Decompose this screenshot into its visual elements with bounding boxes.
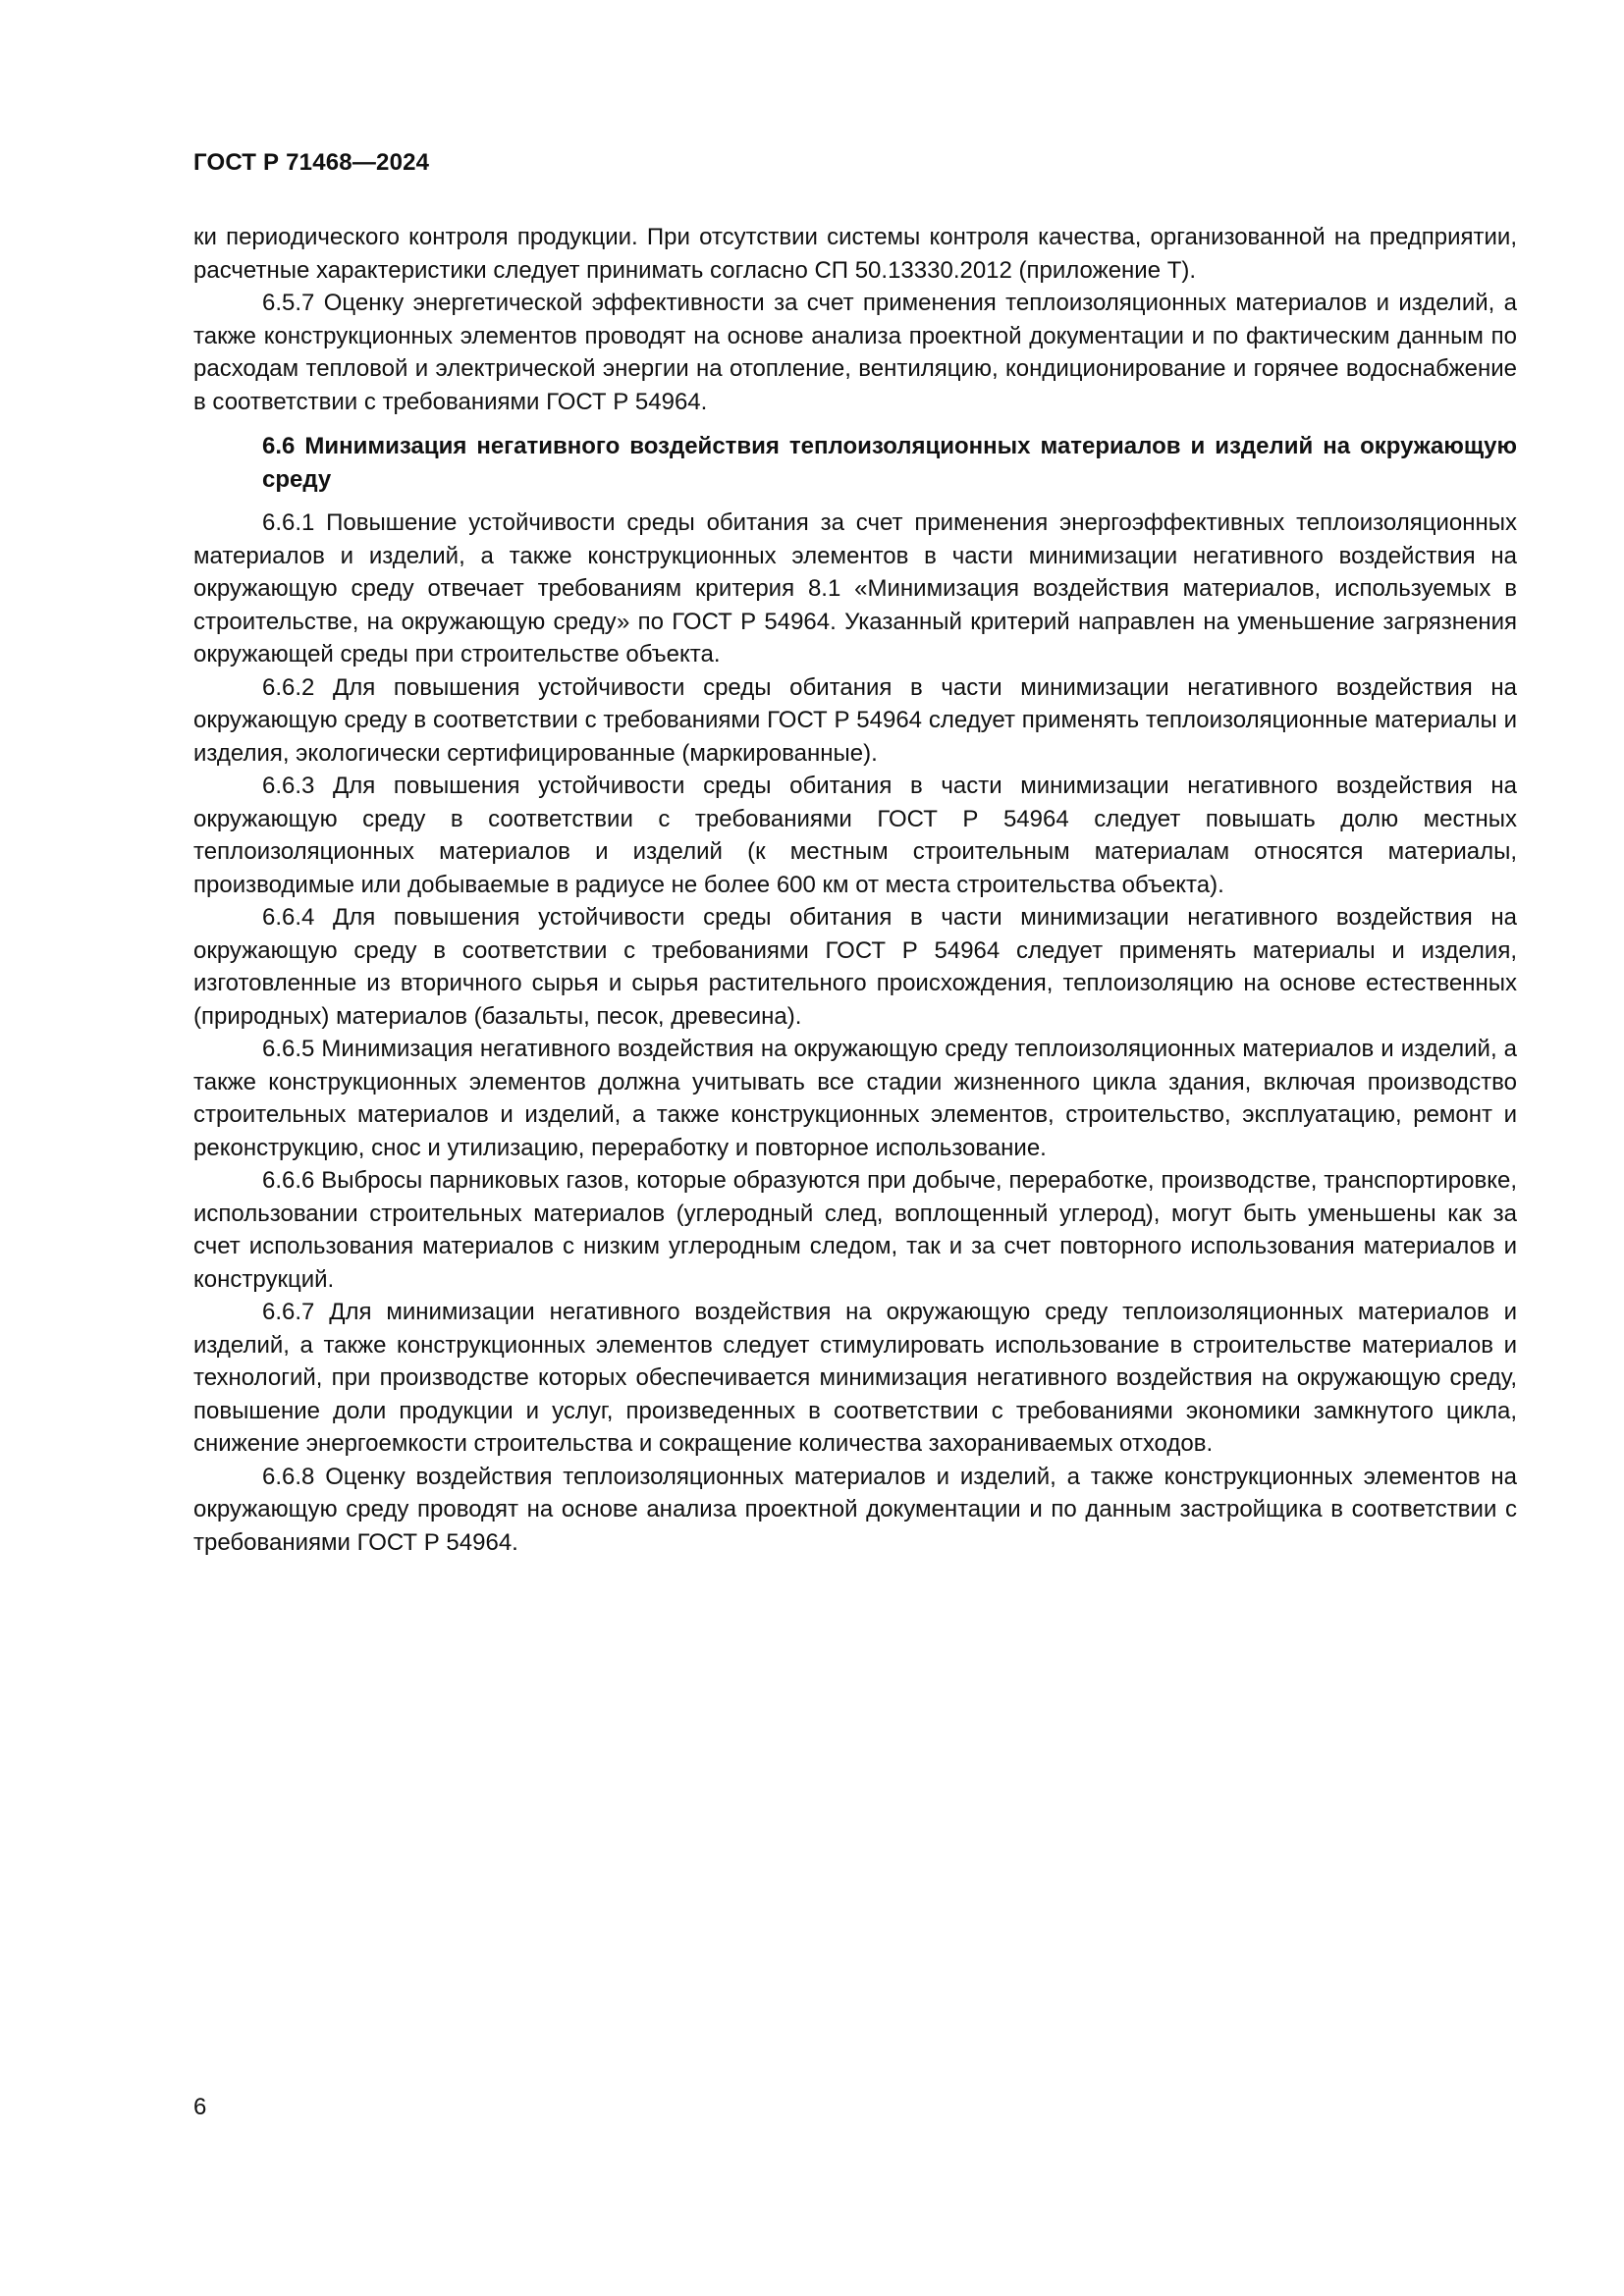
paragraph-6-6-2: 6.6.2 Для повышения устойчивости среды обитания в части минимизации негативного воздействия на окружающую среду в соответствии с требованиями ГОСТ Р 54964 следует применять теплоизоляционные материалы и изделия, экологически сертифицированные (маркированные). <box>193 673 1517 767</box>
paragraph-6-6-1: 6.6.1 Повышение устойчивости среды обитания за счет применения энергоэффективных теплоизоляционных материалов и изделий, а также конструкционных элементов в части минимизации негативного воздействия на окружающую среду отвечает требованиям критерия 8.1 «Минимизация воздействия материалов, используемых в строительстве, на окружающую среду» по ГОСТ Р 54964. Указанный критерий направлен на уменьшение загрязнения окружающей среды при строительстве объекта. <box>193 509 1517 667</box>
paragraph-6-6-5: 6.6.5 Минимизация негативного воздействия на окружающую среду теплоизоляционных материалов и изделий, а также конструкционных элементов должна учитывать все стадии жизненного цикла здания, включая производство строительных материалов и изделий, а также конструкционных элементов, строительство, эксплуатацию, ремонт и реконструкцию, снос и утилизацию, переработку и повторное использование. <box>193 1036 1517 1161</box>
paragraph-6-6-3: 6.6.3 Для повышения устойчивости среды обитания в части минимизации негативного воздействия на окружающую среду в соответствии с требованиями ГОСТ Р 54964 следует повышать долю местных теплоизоляционных материалов и изделий (к местным строительным материалам относятся материалы, производимые или добываемые в радиусе не более 600 км от места строительства объекта). <box>193 773 1517 898</box>
paragraph-6-5-7: 6.5.7 Оценку энергетической эффективности за счет применения теплоизоляционных материалов и изделий, а также конструкционных элементов проводят на основе анализа проектной документации и по фактическим данным по расходам тепловой и электрической энергии на отопление, вентиляцию, кондиционирование и горячее водоснабжение в соответствии с требованиями ГОСТ Р 54964. <box>193 290 1517 415</box>
document-code-header: ГОСТ Р 71468—2024 <box>193 149 430 176</box>
paragraph-6-6-8: 6.6.8 Оценку воздействия теплоизоляционных материалов и изделий, а также конструкционных элементов на окружающую среду проводят на основе анализа проектной документации и по данным застройщика в соответствии с требованиями ГОСТ Р 54964. <box>193 1463 1517 1556</box>
paragraph-6-6-7: 6.6.7 Для минимизации негативного воздействия на окружающую среду теплоизоляционных материалов и изделий, а также конструкционных элементов следует стимулировать использование в строительстве материалов и технологий, при производстве которых обеспечивается минимизация негативного воздействия на окружающую среду, повышение доли продукции и услуг, произведенных в соответствии с требованиями экономики замкнутого цикла, снижение энергоемкости строительства и сокращение количества захораниваемых отходов. <box>193 1299 1517 1457</box>
document-body <box>193 221 1517 1559</box>
paragraph-6-6-6: 6.6.6 Выбросы парниковых газов, которые образуются при добыче, переработке, производстве, транспортировке, использовании строительных материалов (углеродный след, воплощенный углерод), могут быть уменьшены как за счет использования материалов с низким углеродным следом, так и за счет повторного использования материалов и конструкций. <box>193 1167 1517 1293</box>
section-heading-6-6: 6.6 Минимизация негативного воздействия теплоизоляционных материалов и изделий на окружающую среду <box>262 433 1517 493</box>
paragraph-6-6-4: 6.6.4 Для повышения устойчивости среды обитания в части минимизации негативного воздействия на окружающую среду в соответствии с требованиями ГОСТ Р 54964 следует применять материалы и изделия, изготовленные из вторичного сырья и сырья растительного происхождения, теплоизоляцию на основе естественных (природных) материалов (базальты, песок, древесина). <box>193 904 1517 1030</box>
continuation-paragraph: ки периодического контроля продукции. При отсутствии системы контроля качества, организованной на предприятии, расчетные характеристики следует принимать согласно СП 50.13330.2012 (приложение Т). <box>193 224 1517 284</box>
page-number: 6 <box>193 2094 207 2120</box>
